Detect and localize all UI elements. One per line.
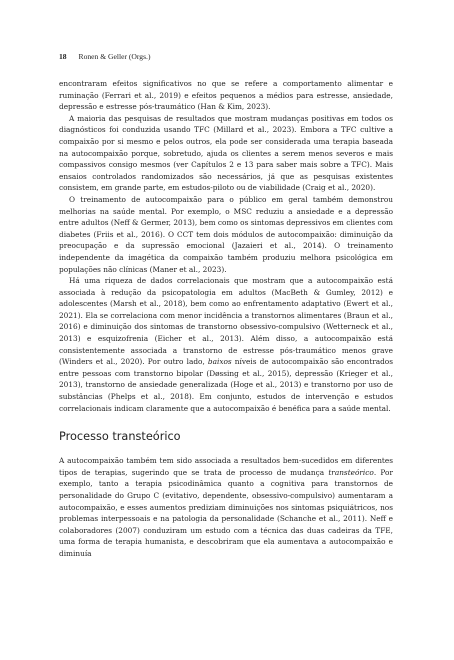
paragraph-5-part-b: . Por exemplo, tanto a terapia psicodinâmica quanto a cognitiva para transtornos de personalidade do Grupo C (evitativo, dependente, obsessivo-compulsivo) aumentaram a autocompaixão, e esses aumentos prediziam diminuições nos sintomas psiquiátricos, nos problemas interpessoais e na patologia da personalidade (Schanche et al., 2011). Neff e colaboradores (2007) conduziram um estudo com a técnica das duas cadeiras da TFE, uma forma de terapia humanista, e descobriram que ela aumentava a autocompaixão e diminuía (59, 467, 393, 558)
paragraph-2: A maioria das pesquisas de resultados que mostram mudanças positivas em todos os diagnósticos foi conduzida usando TFC (Millard et al., 2023). Embora a TFC cultive a compaixão por si mesmo e pelos outros, ela pode ser considerada uma terapia baseada na autocompaixão porque, sobretudo, ajuda os clientes a serem menos severos e mais compassivos consigo mesmos (ver Capítulos 2 e 13 para saber mais sobre a TFC). Mais ensaios controlados randomizados são necessários, já que as pesquisas existentes consistem, em grande parte, em estudos-piloto ou de viabilidade (Craig et al., 2020). (59, 113, 393, 193)
body-text (59, 78, 393, 560)
paragraph-5-part-a: A autocompaixão também tem sido associada a resultados bem-sucedidos em diferentes tipos de terapias, sugerindo que se trata de processo de mudança (59, 456, 393, 477)
running-header (59, 52, 151, 62)
paragraph-4-emphasis: baixos (207, 357, 232, 367)
paragraph-3: O treinamento de autocompaixão para o público em geral também demonstrou melhorias na saúde mental. Por exemplo, o MSC reduziu a ansiedade e a depressão entre adultos (Neff & Germer, 2013), bem como os sintomas depressivos em clientes com diabetes (Friis et al., 2016). O CCT tem dois módulos de autocompaixão: diminuição da preocupação e da supressão emocional (Jazaieri et al., 2014). O treinamento independente da imagética da compaixão também produziu melhora psicológica em populações não clínicas (Maner et al., 2023). (59, 194, 393, 274)
running-title: Ronen & Geller (Orgs.) (78, 52, 151, 61)
paragraph-4 (59, 275, 393, 414)
paragraph-5-emphasis: transteórico (328, 467, 374, 477)
paragraph-1: encontraram efeitos significativos no que se refere a comportamento alimentar e ruminação (Ferrari et al., 2019) e efeitos pequenos a médios para estresse, ansiedade, depressão e estresse pós-traumático (Han & Kim, 2023). (59, 79, 393, 112)
paragraph-5 (59, 455, 393, 559)
paragraph-4-part-a: Há uma riqueza de dados correlacionais que mostram que a autocompaixão está associada à redução da psicopatologia em adultos (MacBeth & Gumley, 2012) e adolescentes (Marsh et al., 2018), bem como ao enfrentamento adaptativo (Ewert et al., 2021). Ela se correlaciona com menor incidência a transtornos alimentares (Braun et al., 2016) e diminuição dos sintomas de transtorno obsessivo-compulsivo (Wetterneck et al., 2013) e esquizofrenia (Eicher et al., 2013). Além disso, a autocompaixão está consistentemente associada a transtorno de estresse pós-traumático menos grave (Winders et al., 2020). Por outro lado, (59, 276, 393, 367)
paragraph-4-part-b: níveis de autocompaixão são encontrados entre pessoas com transtorno bipolar (Døssing et al., 2015), depressão (Krieger et al., 2013), transtorno de ansiedade generalizada (Hoge et al., 2013) e transtorno por uso de substâncias (Phelps et al., 2018). Em conjunto, estudos de intervenção e estudos correlacionais indicam claramente que a autocompaixão é benéfica para a saúde mental. (59, 357, 393, 413)
section-heading: Processo transteórico (59, 430, 181, 444)
page-number: 18 (59, 52, 67, 61)
